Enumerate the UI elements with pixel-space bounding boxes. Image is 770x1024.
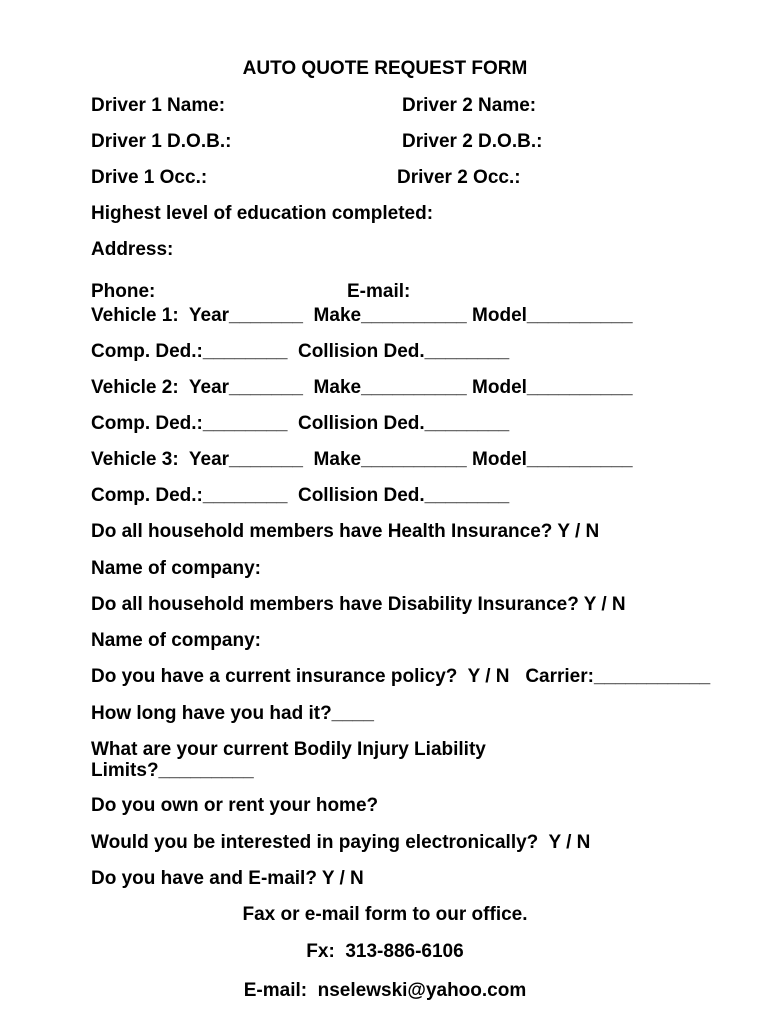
bodily-injury-question: What are your current Bodily Injury Liability <box>91 739 486 760</box>
policy-duration-question: How long have you had it?____ <box>91 703 374 724</box>
education-label: Highest level of education completed: <box>91 203 434 224</box>
own-rent-question: Do you own or rent your home? <box>91 795 379 816</box>
electronic-payment-question: Would you be interested in paying electronically? Y / N <box>91 832 591 853</box>
footer-email: E-mail: nselewski@yahoo.com <box>243 980 527 1001</box>
bodily-injury-limits: Limits?_________ <box>91 760 254 781</box>
email-question: Do you have and E-mail? Y / N <box>91 868 364 889</box>
vehicle1-deductibles: Comp. Ded.:________ Collision Ded.________ <box>91 341 510 362</box>
driver1-dob-label: Driver 1 D.O.B.: <box>91 131 232 152</box>
driver1-occupation-label: Drive 1 Occ.: <box>91 167 208 188</box>
phone-label: Phone: <box>91 281 156 302</box>
driver2-name-label: Driver 2 Name: <box>402 95 537 116</box>
address-label: Address: <box>91 239 174 260</box>
health-insurance-question: Do all household members have Health Insurance? Y / N <box>91 521 600 542</box>
vehicle1-line: Vehicle 1: Year_______ Make__________ Model__________ <box>91 305 633 326</box>
footer-fax: Fx: 313-886-6106 <box>306 941 464 962</box>
vehicle3-deductibles: Comp. Ded.:________ Collision Ded.________ <box>91 485 510 506</box>
driver2-dob-label: Driver 2 D.O.B.: <box>402 131 543 152</box>
current-policy-question: Do you have a current insurance policy? Y / N Carrier:___________ <box>91 666 711 687</box>
vehicle2-line: Vehicle 2: Year_______ Make__________ Model__________ <box>91 377 633 398</box>
disability-insurance-question: Do all household members have Disability Insurance? Y / N <box>91 594 626 615</box>
health-company-label: Name of company: <box>91 558 261 579</box>
footer-instruction: Fax or e-mail form to our office. <box>242 904 528 925</box>
driver2-occupation-label: Driver 2 Occ.: <box>397 167 521 188</box>
vehicle3-line: Vehicle 3: Year_______ Make__________ Model__________ <box>91 449 633 470</box>
vehicle2-deductibles: Comp. Ded.:________ Collision Ded.________ <box>91 413 510 434</box>
form-title: AUTO QUOTE REQUEST FORM <box>242 58 528 79</box>
email-label: E-mail: <box>347 281 411 302</box>
disability-company-label: Name of company: <box>91 630 261 651</box>
driver1-name-label: Driver 1 Name: <box>91 95 226 116</box>
